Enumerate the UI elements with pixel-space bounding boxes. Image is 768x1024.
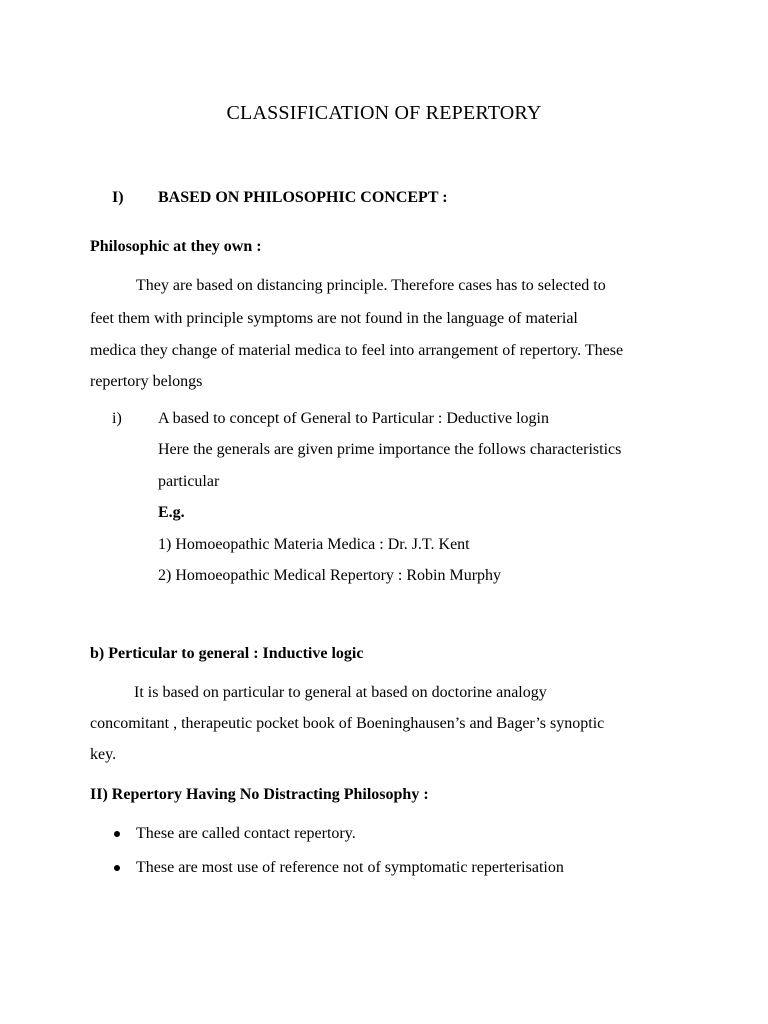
paragraph-1-line-1: They are based on distancing principle. Therefore cases has to selected to bbox=[136, 277, 606, 294]
item-i-line-2: Here the generals are given prime importance the follows characteristics bbox=[158, 441, 622, 458]
section-2-heading: II) Repertory Having No Distracting Philosophy : bbox=[90, 786, 429, 803]
item-i-line-1: A based to concept of General to Particular : Deductive login bbox=[158, 410, 549, 427]
bullet-icon bbox=[114, 865, 120, 871]
item-i-example-1: 1) Homoeopathic Materia Medica : Dr. J.T. Kent bbox=[158, 536, 470, 553]
subheading-philosophic: Philosophic at they own : bbox=[90, 238, 262, 255]
paragraph-1-line-3: medica they change of material medica to feel into arrangement of repertory. These bbox=[90, 342, 624, 359]
item-i-eg-label: E.g. bbox=[158, 504, 185, 521]
bullet-icon bbox=[114, 831, 120, 837]
paragraph-1-line-4: repertory belongs bbox=[90, 373, 203, 390]
paragraph-2-line-1: It is based on particular to general at based on doctorine analogy bbox=[134, 684, 547, 701]
section-1-heading: BASED ON PHILOSOPHIC CONCEPT : bbox=[158, 189, 448, 206]
item-i-line-3: particular bbox=[158, 473, 220, 490]
subheading-inductive: b) Perticular to general : Inductive logic bbox=[90, 645, 364, 662]
section-1-number: I) bbox=[112, 189, 124, 206]
item-i-marker: i) bbox=[112, 410, 122, 427]
paragraph-2-line-2: concomitant , therapeutic pocket book of Boeninghausen’s and Bager’s synoptic bbox=[90, 715, 605, 732]
document-title: CLASSIFICATION OF REPERTORY bbox=[226, 102, 542, 124]
paragraph-2-line-3: key. bbox=[90, 746, 117, 763]
paragraph-1-line-2: feet them with principle symptoms are not found in the language of material bbox=[90, 310, 578, 327]
bullet-item-1: These are called contact repertory. bbox=[136, 825, 356, 842]
bullet-item-2: These are most use of reference not of symptomatic reperterisation bbox=[136, 859, 564, 876]
item-i-example-2: 2) Homoeopathic Medical Repertory : Robin Murphy bbox=[158, 567, 502, 584]
